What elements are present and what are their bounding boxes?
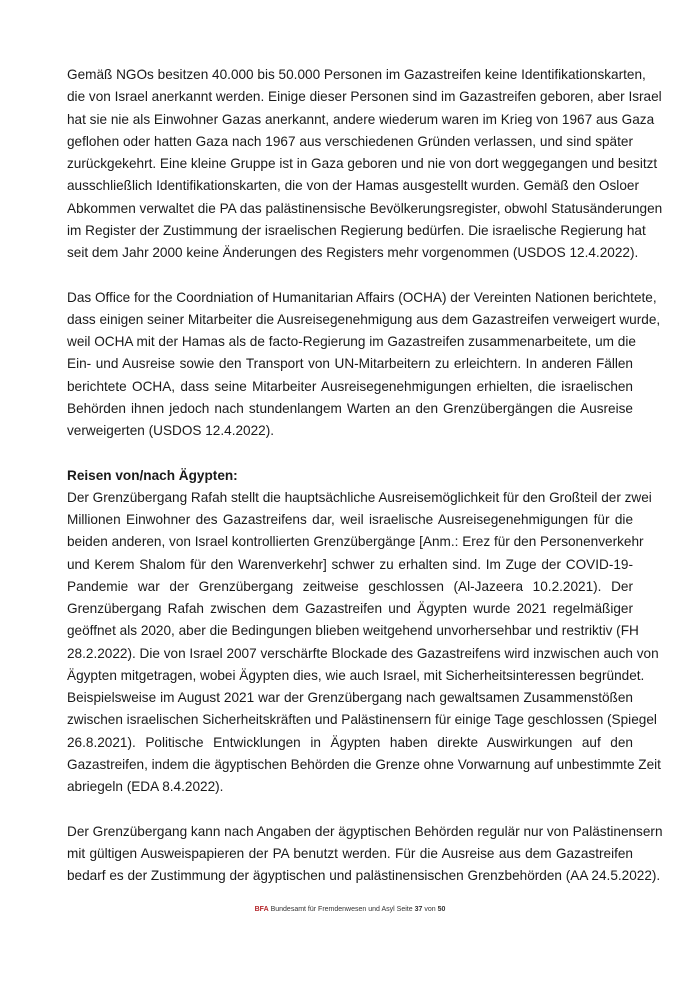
text-line: berichtete OCHA, dass seine Mitarbeiter Ausreisegenehmigungen erhielten, die israelischen: [67, 378, 633, 394]
text-line: Gemäß NGOs besitzen 40.000 bis 50.000 Personen im Gazastreifen keine Identifikationskarten,: [67, 67, 646, 82]
text-line: Das Office for the Coordniation of Humanitarian Affairs (OCHA) der Vereinten Nationen berichtete,: [67, 289, 657, 305]
paragraph: [67, 287, 661, 443]
text-line: Ein- und Ausreise sowie den Transport von UN-Mitarbeitern zu erleichtern. In anderen Fällen: [67, 356, 633, 372]
text-line: Pandemie war der Grenzübergang zeitweise geschlossen (Al-Jazeera 10.2.2021). Der: [67, 578, 633, 594]
text-line: zurückgekehrt. Eine kleine Gruppe ist in Gaza geboren und nie von dort weggegangen und besitzt: [67, 156, 658, 171]
bfa-logo: BFA: [254, 906, 269, 913]
text-line: seit dem Jahr 2000 keine Änderungen des Registers mehr vorgenommen (USDOS 12.4.2022).: [67, 245, 639, 260]
text-line: 28.2.2022). Die von Israel 2007 verschärfte Blockade des Gazastreifens wird inzwischen auch von: [67, 645, 659, 661]
text-line: beiden anderen, von Israel kontrollierten Grenzübergänge [Anm.: Erez für den Personenverkehr: [67, 534, 644, 550]
text-line: Millionen Einwohner des Gazastreifens dar, weil israelische Ausreisegenehmigungen für die: [67, 512, 633, 527]
text-line: Beispielsweise im August 2021 war der Grenzübergang nach gewaltsamen Zusammenstößen: [67, 690, 633, 705]
section-heading: Reisen von/nach Ägypten:: [67, 467, 238, 483]
text-line: Behörden ihnen jedoch nach stundenlangem Warten an den Grenzübergängen die Ausreise: [67, 400, 633, 416]
text-line: weil OCHA mit der Hamas als de facto-Regierung im Gazastreifen zusammenarbeitete, um die: [67, 334, 636, 349]
paragraph: [67, 465, 661, 799]
text-line: zwischen israelischen Sicherheitskräften und Palästinensern für einige Tage geschlossen (Spiegel: [67, 712, 657, 728]
text-line: Der Grenzübergang kann nach Angaben der ägyptischen Behörden regulär nur von Palästinensern: [67, 823, 663, 839]
text-line: verweigerten (USDOS 12.4.2022).: [67, 423, 275, 438]
text-line: geöffnet als 2020, aber die Bedingungen blieben weitgehend unvorhersehbar und restriktiv (FH: [67, 623, 639, 639]
text-line: 26.8.2021). Politische Entwicklungen in Ägypten haben direkte Auswirkungen auf den: [67, 734, 633, 750]
page-footer: [0, 906, 700, 913]
text-line: Der Grenzübergang Rafah stellt die hauptsächliche Ausreisemöglichkeit für den Großteil der zwei: [67, 489, 652, 505]
paragraph: [67, 64, 663, 264]
text-line: Ägypten mitgetragen, wobei Ägypten dies, wie auch Israel, mit Sicherheitsinteressen begründet.: [67, 667, 645, 683]
footer-of-label: von: [424, 906, 436, 913]
text-line: dass einigen seiner Mitarbeiter die Ausreisegenehmigung aus dem Gazastreifen verweigert wurde,: [67, 311, 661, 327]
text-line: geflohen oder hatten Gaza nach 1967 aus verschiedenen Gründen verlassen, und sind später: [67, 133, 633, 149]
text-line: abriegeln (EDA 8.4.2022).: [67, 779, 224, 794]
footer-page-number: 37: [414, 906, 423, 913]
text-line: bedarf es der Zustimmung der ägyptischen und palästinensischen Grenzbehörden (AA 24.5.2022).: [67, 868, 661, 883]
text-line: mit gültigen Ausweispapieren der PA benutzt werden. Für die Ausreise aus dem Gazastreifen: [67, 845, 633, 861]
footer-org: Bundesamt für Fremdenwesen und Asyl: [270, 906, 395, 913]
text-line: Gazastreifen, indem die ägyptischen Behörden die Grenze ohne Vorwarnung auf unbestimmte Zeit: [67, 756, 661, 772]
text-line: Grenzübergang Rafah zwischen dem Gazastreifen und Ägypten wurde 2021 regelmäßiger: [67, 601, 633, 616]
text-line: im Register der Zustimmung der israelischen Regierung bedürfen. Die israelische Regierung hat: [67, 222, 646, 238]
text-line: die von Israel anerkannt werden. Einige dieser Personen sind im Gazastreifen geboren, aber Israel: [67, 89, 662, 105]
footer-page-total: 50: [437, 906, 446, 913]
footer-page-label: Seite: [396, 906, 413, 913]
text-line: Abkommen verwaltet die PA das palästinensische Bevölkerungsregister, obwohl Statusänderungen: [67, 200, 663, 216]
text-line: und Kerem Shalom für den Warenverkehr] schwer zu erhalten sind. Im Zuge der COVID-19-: [67, 556, 633, 572]
text-line: hat sie nie als Einwohner Gazas anerkannt, andere wiederum waren im Krieg von 1967 aus Gaza: [67, 111, 655, 127]
text-line: ausschließlich Identifikationskarten, die von der Hamas ausgestellt wurden. Gemäß den Osloer: [67, 178, 639, 194]
document-body: [67, 64, 663, 910]
paragraph: [67, 821, 663, 888]
